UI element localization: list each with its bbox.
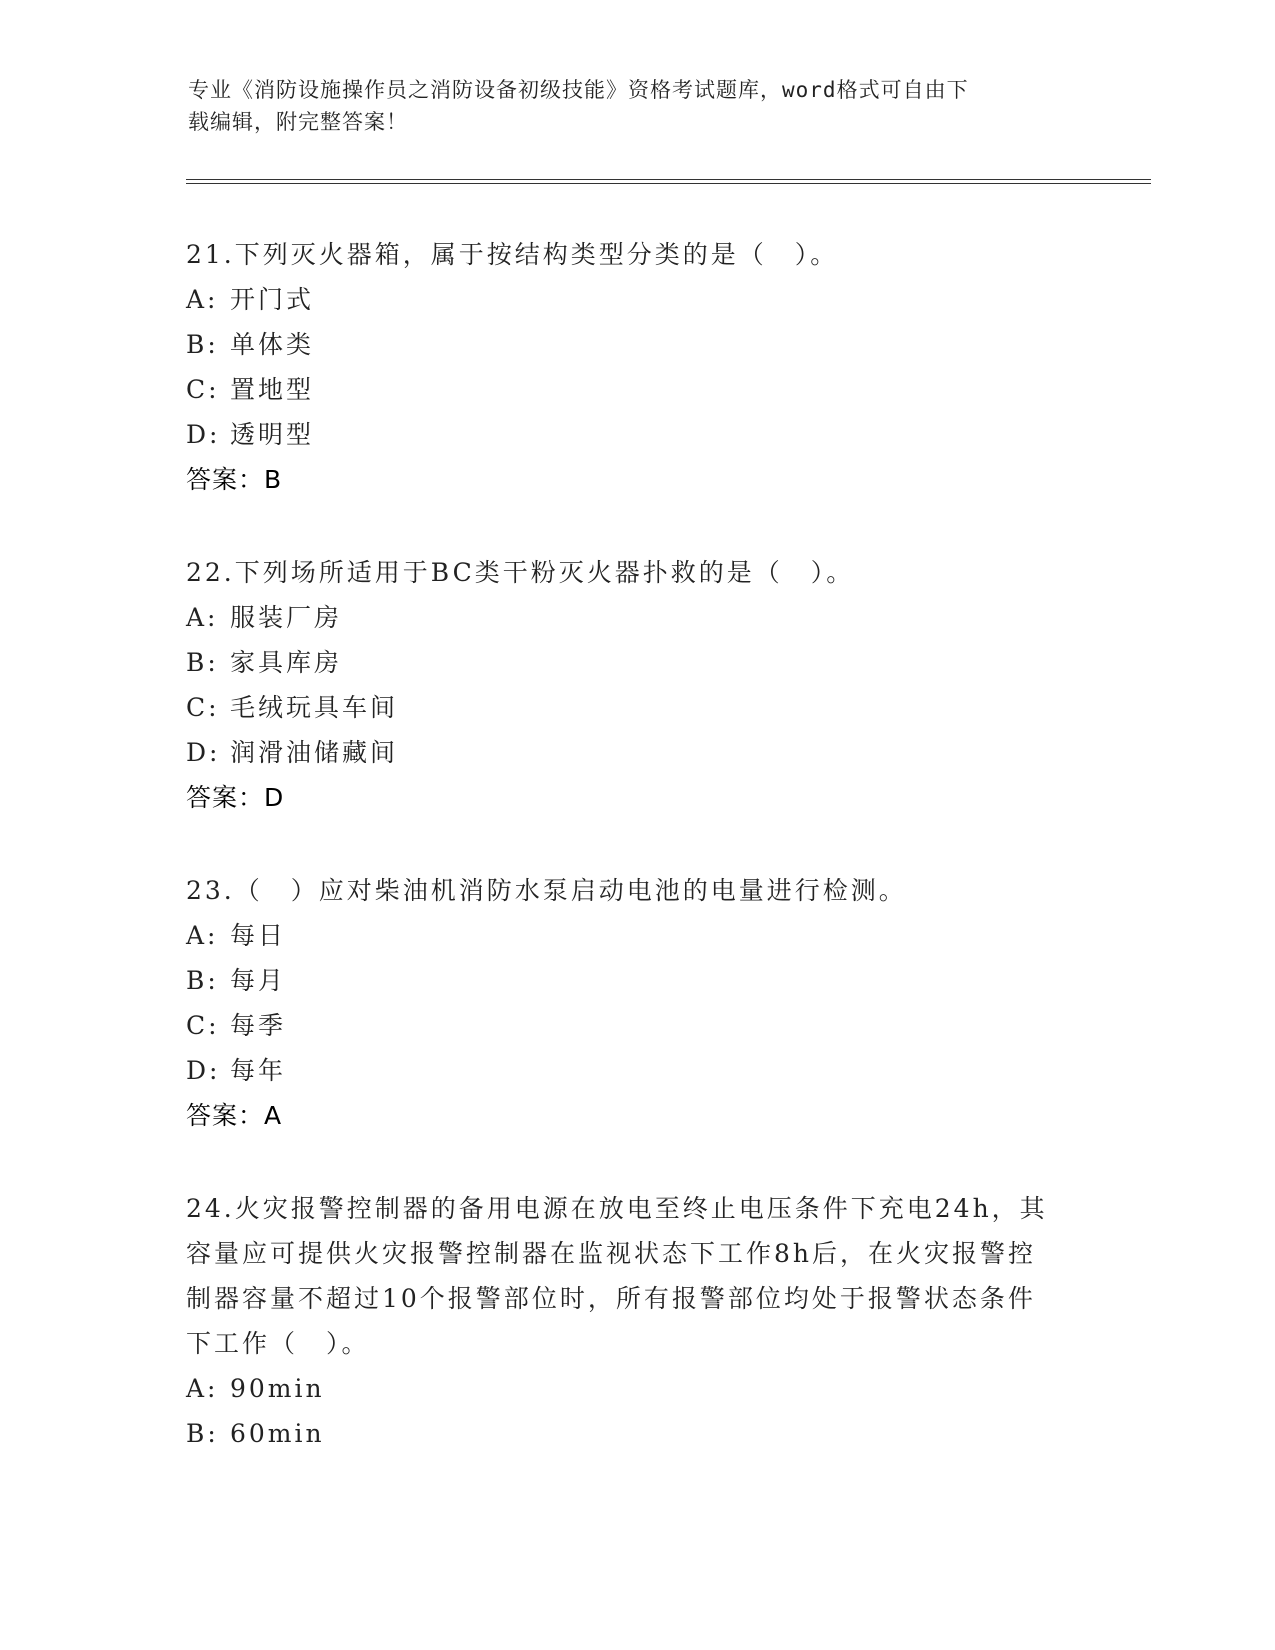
option-text: 毛绒玩具车间 [230,693,399,722]
header-line-2: 载编辑，附完整答案！ [188,110,408,134]
question-23 [186,868,1086,1138]
question-22 [186,550,1086,820]
option-text: 开门式 [230,285,315,314]
question-stem: 21.下列灭火器箱，属于按结构类型分类的是（ ）。 [186,240,839,269]
option-c [186,1003,1086,1048]
document-header [188,74,1068,138]
option-letter: B: [186,1419,219,1448]
question-stem-line: 制器容量不超过10个报警部位时，所有报警部位均处于报警状态条件 [186,1284,1036,1313]
option-text: 润滑油储藏间 [230,738,399,767]
option-b [186,640,1086,685]
answer-line: 答案：D [186,783,285,812]
option-text: 透明型 [230,420,315,449]
question-stem: 22.下列场所适用于BC类干粉灭火器扑救的是（ ）。 [186,558,855,587]
option-letter: D: [186,738,221,767]
option-letter: C: [186,1011,220,1040]
question-stem-line: 24.火灾报警控制器的备用电源在放电至终止电压条件下充电24h，其 [186,1194,1048,1223]
option-a [186,1366,1086,1411]
option-letter: D: [186,1056,221,1085]
question-stem-line: 下工作（ ）。 [186,1329,370,1358]
option-b [186,322,1086,367]
option-a [186,913,1086,958]
answer-line: 答案：B [186,465,283,494]
option-letter: B: [186,648,219,677]
answer-line: 答案：A [186,1101,283,1130]
header-divider-bottom [186,183,1151,184]
option-letter: C: [186,375,220,404]
option-a [186,277,1086,322]
option-letter: B: [186,966,219,995]
option-text: 每日 [230,921,287,950]
option-letter: A: [186,603,219,632]
option-letter: C: [186,693,220,722]
option-text: 60min [230,1419,325,1448]
option-text: 每季 [230,1011,287,1040]
option-text: 90min [230,1374,325,1403]
option-d [186,1048,1086,1093]
option-letter: D: [186,420,221,449]
question-stem-line: 容量应可提供火灾报警控制器在监视状态下工作8h后，在火灾报警控 [186,1239,1037,1268]
header-line-1: 专业《消防设施操作员之消防设备初级技能》资格考试题库，word格式可自由下 [188,78,969,102]
question-list [186,232,1086,1504]
option-text: 置地型 [230,375,315,404]
option-text: 每年 [230,1056,287,1085]
option-b [186,958,1086,1003]
option-letter: A: [186,1374,219,1403]
option-letter: A: [186,285,219,314]
option-letter: B: [186,330,219,359]
header-divider-top [186,179,1151,180]
option-b [186,1411,1086,1456]
question-21 [186,232,1086,502]
option-c [186,685,1086,730]
option-text: 家具库房 [230,648,343,677]
option-text: 每月 [230,966,287,995]
option-text: 服装厂房 [230,603,343,632]
option-d [186,412,1086,457]
option-a [186,595,1086,640]
option-text: 单体类 [230,330,315,359]
option-c [186,367,1086,412]
option-letter: A: [186,921,219,950]
question-stem: 23.（ ）应对柴油机消防水泵启动电池的电量进行检测。 [186,876,907,905]
option-d [186,730,1086,775]
question-24 [186,1186,1086,1456]
